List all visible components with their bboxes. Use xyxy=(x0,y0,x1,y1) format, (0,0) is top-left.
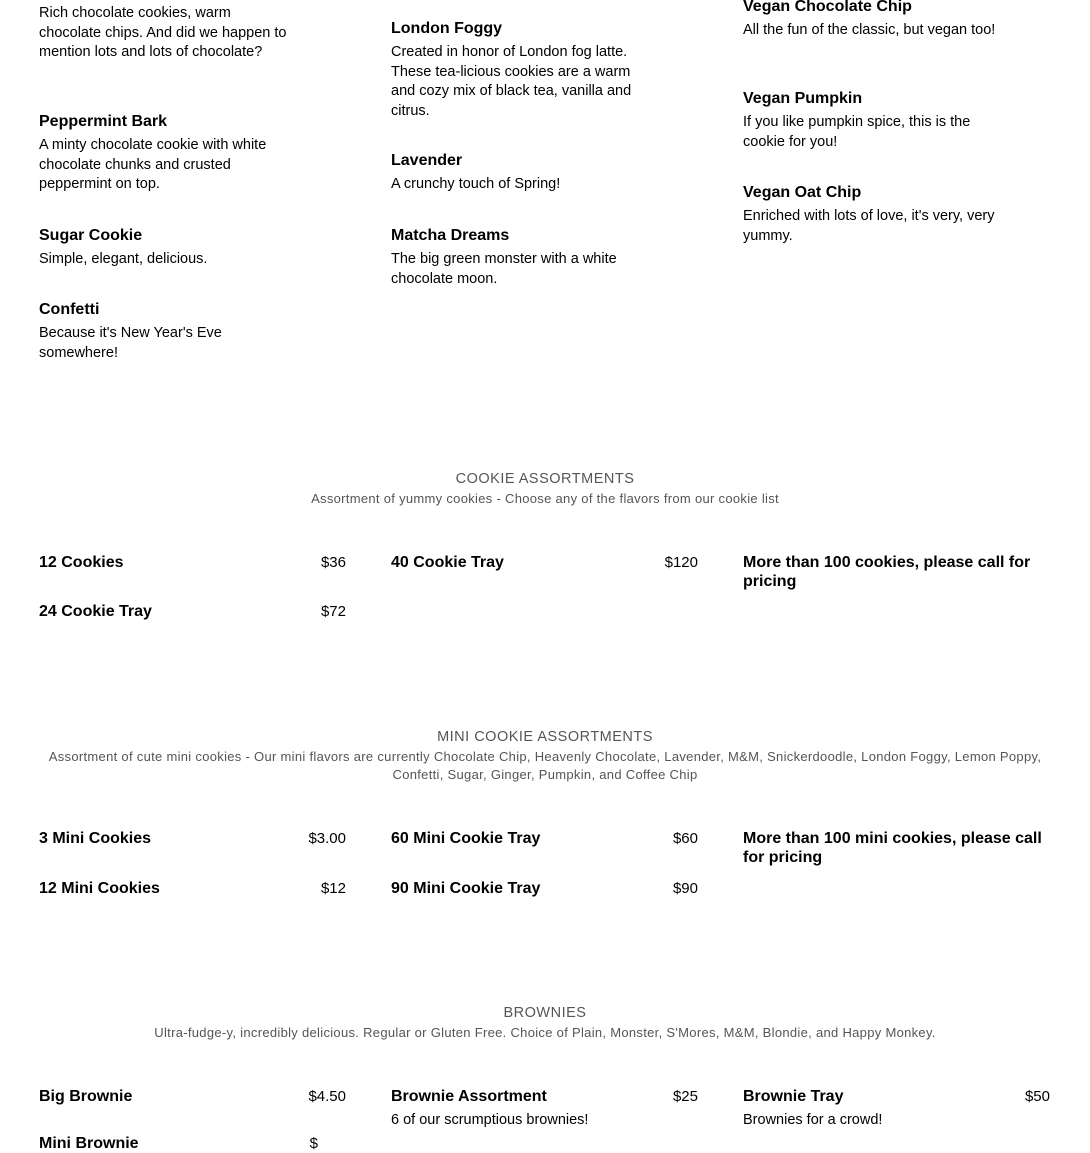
assortment-name: More than 100 mini cookies, please call for pricing xyxy=(743,830,1042,866)
section-title-cookie-assortments: COOKIE ASSORTMENTS xyxy=(455,471,635,487)
assortment-price: $120 xyxy=(664,554,698,571)
cookie-description: A minty chocolate cookie with white chocolate chunks and crusted peppermint on top. xyxy=(39,137,267,192)
cookie-name: Matcha Dreams xyxy=(391,227,510,244)
cookie-item xyxy=(391,19,653,121)
assortment-name: 40 Cookie Tray xyxy=(391,554,504,571)
assortment-item xyxy=(39,553,259,572)
cookie-item xyxy=(39,112,279,195)
section-subtitle-brownies: Ultra-fudge-y, incredibly delicious. Regular or Gluten Free. Choice of Plain, Monster, S'Mores, M&M, Blondie, and Happy Monkey. xyxy=(154,1025,936,1040)
assortment-price: $72 xyxy=(320,603,346,620)
mini-assortment-item xyxy=(39,879,259,898)
cookie-item xyxy=(39,226,294,270)
brownie-item xyxy=(39,1087,259,1106)
brownie-name: Brownie Tray xyxy=(743,1088,844,1105)
cookie-item xyxy=(391,226,661,289)
brownie-price: $50 xyxy=(1024,1088,1050,1105)
cookie-item xyxy=(391,151,653,195)
assortment-item xyxy=(743,553,1043,591)
assortment-item xyxy=(39,602,259,621)
brownie-name: Mini Brownie xyxy=(39,1135,139,1152)
mini-assortment-item xyxy=(39,829,259,848)
cookie-description: All the fun of the classic, but vegan too! xyxy=(743,22,996,38)
section-subtitle-mini-cookie-assortments: Assortment of cute mini cookies - Our mini flavors are currently Chocolate Chip, Heavenly Chocolate, Lavender, M&M, Snickerdoodle, London Foggy, Lemon Poppy, Confetti, Sugar, Ginger, Pumpkin, and Coffee Chip xyxy=(48,749,1042,782)
cookie-item xyxy=(743,89,1013,152)
cookie-name: Peppermint Bark xyxy=(39,113,168,130)
cookie-name: Vegan Oat Chip xyxy=(743,184,862,201)
assortment-name: More than 100 cookies, please call for pricing xyxy=(743,554,1031,590)
cookie-name: Vegan Chocolate Chip xyxy=(743,0,912,15)
assortment-name: 12 Cookies xyxy=(39,554,124,571)
cookie-description: Rich chocolate cookies, warm chocolate chips. And did we happen to mention lots and lots of chocolate? xyxy=(39,5,287,60)
assortment-name: 60 Mini Cookie Tray xyxy=(391,830,541,847)
assortment-price: $60 xyxy=(672,830,698,847)
cookie-name: Confetti xyxy=(39,301,100,318)
cookie-name: Vegan Pumpkin xyxy=(743,90,863,107)
brownie-price: $4.50 xyxy=(308,1088,346,1105)
brownie-price: $ xyxy=(309,1135,318,1152)
cookie-description: Simple, elegant, delicious. xyxy=(39,251,208,267)
cookie-item xyxy=(39,4,294,63)
cookie-description: Because it's New Year's Eve somewhere! xyxy=(39,325,222,361)
mini-assortment-item xyxy=(743,829,1043,867)
section-title-brownies: BROWNIES xyxy=(503,1005,587,1021)
cookie-description: Created in honor of London fog latte. These tea-licious cookies are a warm and cozy mix of black tea, vanilla and citrus. xyxy=(391,44,632,119)
assortment-name: 24 Cookie Tray xyxy=(39,603,152,620)
assortment-item xyxy=(391,553,621,572)
cookie-item xyxy=(743,183,1013,246)
brownie-name: Big Brownie xyxy=(39,1088,133,1105)
assortment-price: $90 xyxy=(672,880,698,897)
section-subtitle-cookie-assortments: Assortment of yummy cookies - Choose any of the flavors from our cookie list xyxy=(311,491,779,506)
cookie-item xyxy=(743,0,1013,41)
assortment-price: $36 xyxy=(320,554,346,571)
assortment-price: $12 xyxy=(320,880,346,897)
section-title-mini-cookie-assortments: MINI COOKIE ASSORTMENTS xyxy=(437,729,653,745)
cookie-description: The big green monster with a white chocolate moon. xyxy=(391,251,617,287)
cookie-description: Enriched with lots of love, it's very, very yummy. xyxy=(743,208,995,244)
assortment-name: 12 Mini Cookies xyxy=(39,880,160,897)
brownie-description: Brownies for a crowd! xyxy=(743,1112,883,1128)
brownie-name: Brownie Assortment xyxy=(391,1088,547,1105)
assortment-name: 90 Mini Cookie Tray xyxy=(391,880,541,897)
brownie-item xyxy=(391,1087,631,1131)
cookie-name: Lavender xyxy=(391,152,463,169)
cookie-name: London Foggy xyxy=(391,20,503,37)
brownie-price: $25 xyxy=(672,1088,698,1105)
assortment-price: $3.00 xyxy=(308,830,346,847)
mini-assortment-item xyxy=(391,879,621,898)
cookie-description: If you like pumpkin spice, this is the cookie for you! xyxy=(743,114,971,150)
brownie-item xyxy=(39,1134,259,1153)
cookie-name: Sugar Cookie xyxy=(39,227,143,244)
cookie-description: A crunchy touch of Spring! xyxy=(391,176,561,192)
brownie-item xyxy=(743,1087,983,1131)
cookie-item xyxy=(39,300,279,363)
mini-assortment-item xyxy=(391,829,621,848)
brownie-description: 6 of our scrumptious brownies! xyxy=(391,1112,589,1128)
assortment-name: 3 Mini Cookies xyxy=(39,830,152,847)
